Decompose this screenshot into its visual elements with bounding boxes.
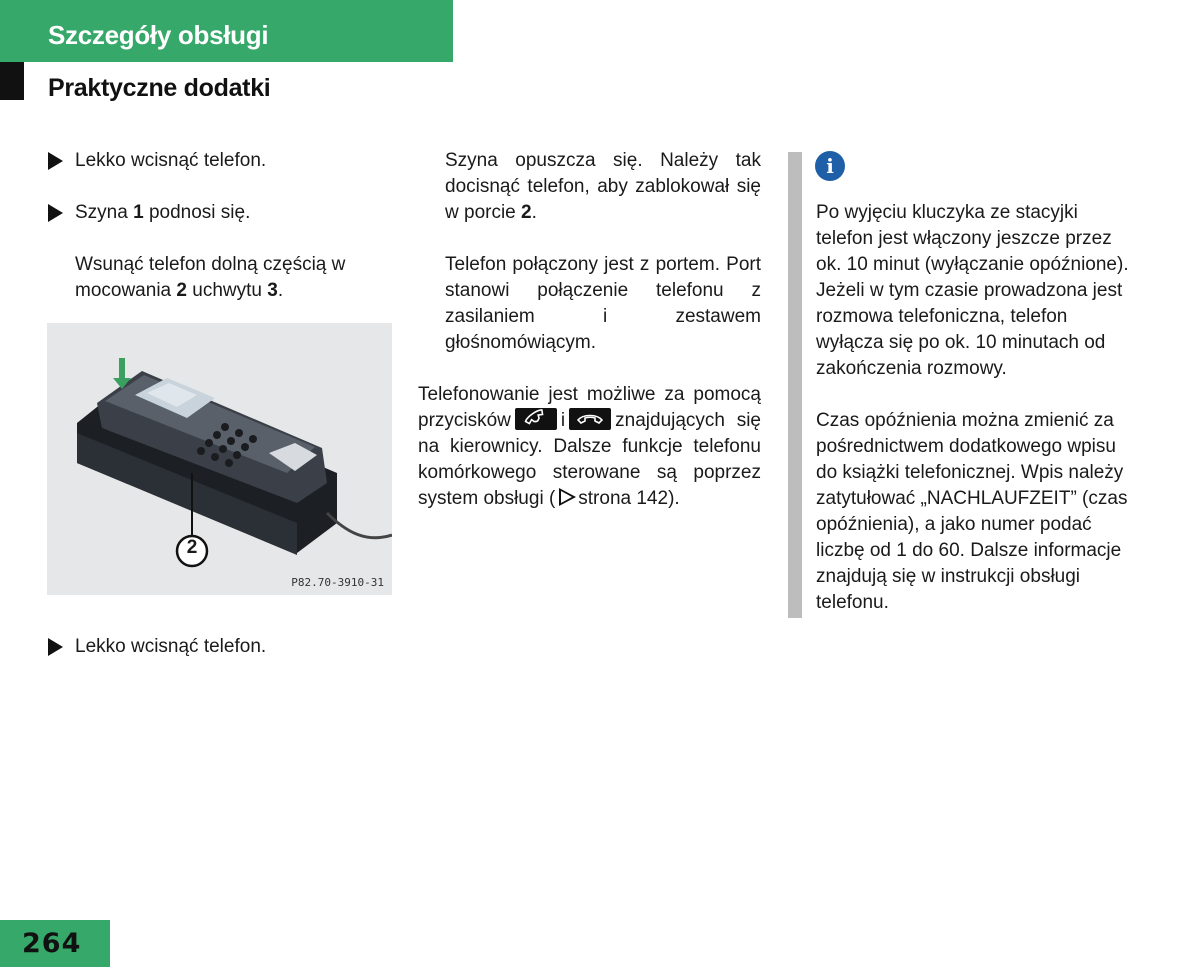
bullet-arrow-icon [48, 638, 63, 656]
step-1 [48, 148, 388, 174]
page-reference-icon [559, 488, 576, 506]
step-1-text: Lekko wcisnąć telefon. [75, 150, 267, 171]
middle-column [418, 148, 761, 512]
left-column [48, 148, 388, 304]
page-number: 264 [22, 928, 82, 959]
page-title: Praktyczne dodatki [48, 74, 271, 102]
bullet-arrow-icon [48, 204, 63, 222]
figure-code: P82.70-3910-31 [291, 576, 384, 589]
info-side-bar [788, 152, 802, 618]
call-end-icon [569, 408, 611, 430]
info-paragraph-1: Po wyjęciu kluczyka ze stacyjki telefon jest włączony jeszcze przez ok. 10 minut (wyłączanie opóźnione). Jeżeli w tym czasie prowadzona jest rozmowa telefoniczna, telefon wyłącza się po ok. 10 minutach od zakończenia rozmowy. [816, 202, 1129, 379]
steering-controls-text: Telefonowanie jest możliwe za pomocą przycisków i znajdujących się na kierownicy. Dalsze funkcje telefonu komórkowego sterowane są poprzez system obsługi ( strona 142). [418, 384, 761, 509]
bullet-arrow-icon [48, 152, 63, 170]
figure-callout-number: 2 [186, 537, 198, 558]
step-3 [48, 634, 388, 660]
step-3-text: Lekko wcisnąć telefon. [75, 636, 267, 657]
info-paragraph-2: Czas opóźnienia można zmienić za pośrednictwem dodatkowego wpisu do książki telefonicznej. Wpis należy zatytułować „NACHLAUFZEIT” (czas opóźnienia), a jako numer podać liczbę od 1 do 60. Dalsze informacje znajdują się w instrukcji obsługi telefonu. [816, 410, 1128, 613]
connection-text: Telefon połączony jest z portem. Port stanowi połączenie telefonu z zasilaniem i zestawem głośnomówiącym. [445, 254, 761, 353]
call-accept-icon [515, 408, 557, 430]
step-2-text: Szyna 1 podnosi się. [75, 202, 251, 223]
rail-lowering-text: Szyna opuszcza się. Należy tak docisnąć telefon, aby zablokował się w porcie 2. [445, 150, 761, 223]
phone-illustration-svg [47, 323, 392, 595]
info-column [816, 200, 1134, 616]
info-icon: i [815, 151, 845, 181]
insert-instruction: Wsunąć telefon dolną częścią w mocowania 2 uchwytu 3. [75, 254, 346, 301]
step-2 [48, 200, 388, 226]
phone-cradle-illustration [47, 323, 392, 595]
section-title: Szczegóły obsługi [48, 20, 269, 50]
title-marker [0, 62, 24, 100]
left-column-bottom [48, 634, 388, 660]
